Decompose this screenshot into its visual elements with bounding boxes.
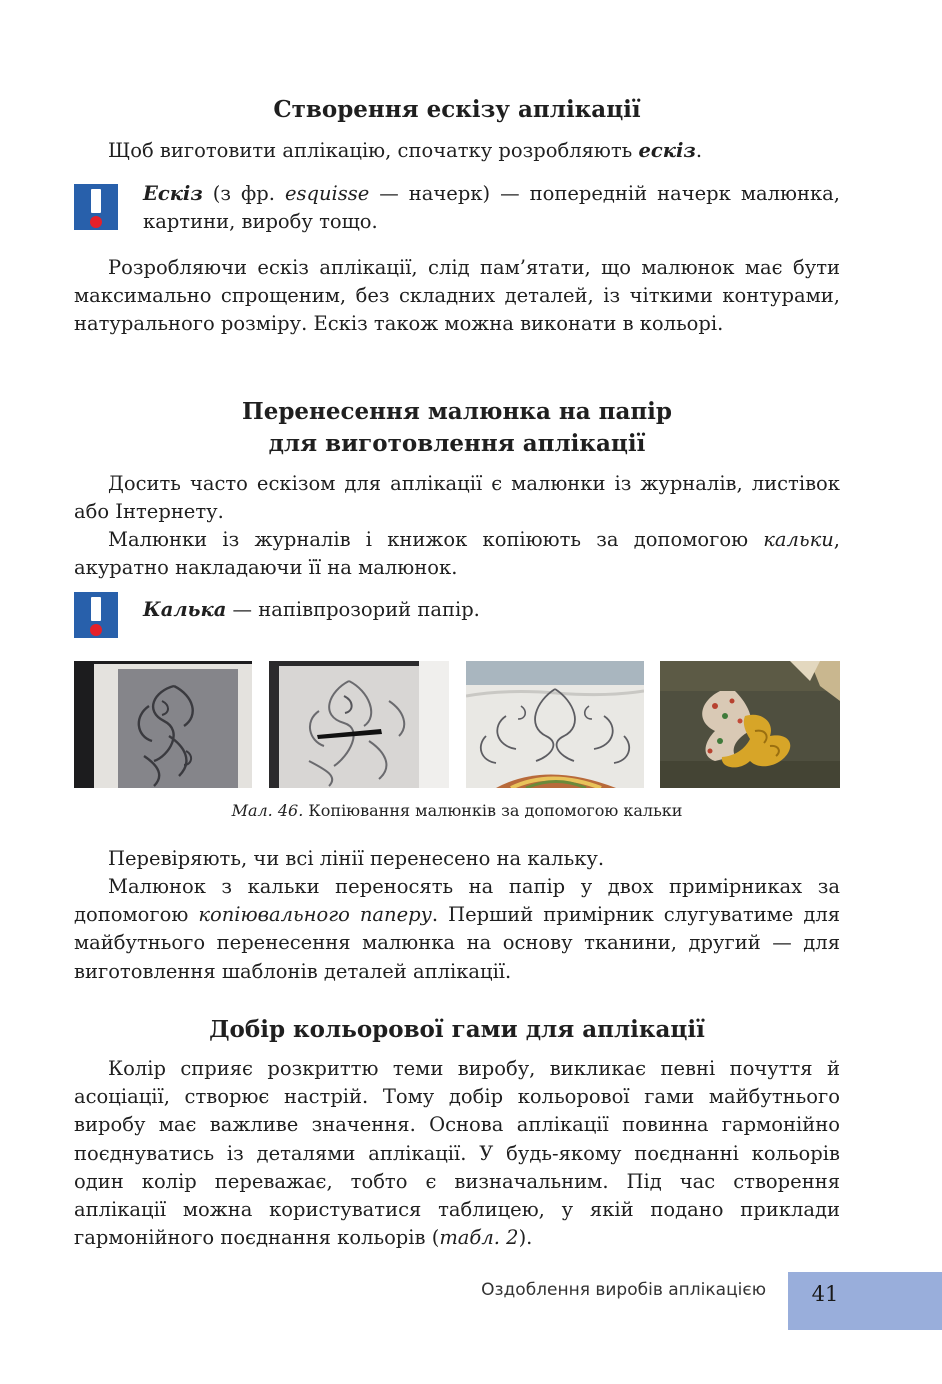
section-title-transfer-line1: Перенесення малюнка на папір [241, 398, 672, 425]
definition-note-sketch: Ескіз (з фр. esquisse — начерк) — попередній начерк малюнка, картини, виробу тощо. [74, 184, 840, 244]
section-title-color-scheme: Добір кольорової гами для аплікації [209, 1016, 705, 1043]
page-number: 41 [811, 1282, 839, 1306]
paragraph-transfer-copies: Малюнок з кальки переносять на папір у двох примірниках за допомогою копіювального паперу. Перший примірник слугуватиме для майбутнього перенесення малюнка на основу тканини, другий — для виготовлення шаблонів деталей аплікації. [74, 875, 841, 983]
photo-tracing-paper-over-pattern [74, 661, 252, 788]
paragraph-color-scheme: Колір сприяє розкриттю теми виробу, викликає певні почуття й асоціації, створює настрій. Тому добір кольорової гами майбутнього виробу має важливе значення. Основа аплікації повинна гармонійно поєднуватись із деталями аплікації. У будь-якому поєднанні кольорів один колір переважає, тобто є визначальним. Під час створення аплікації можна користуватися таблицею, у якій подано приклади гармонійного поєднання кольорів (табл. 2). [74, 1057, 840, 1250]
paragraph-transfer-sources: Досить часто ескізом для аплікації є малюнки із журналів, листівок або Інтернету. [74, 472, 840, 524]
footer-chapter-title: Оздоблення виробів аплікацією [481, 1280, 766, 1300]
figure-caption: Мал. 46. Копіювання малюнків за допомогою кальки [231, 801, 683, 820]
section-title-transfer-line2: для виготовлення аплікації [268, 430, 646, 457]
photo-traced-pattern-on-fabric [466, 661, 644, 788]
paragraph-sketch-rules: Розробляючи ескіз аплікації, слід пам’ятати, що малюнок має бути максимально спрощеним, без складних деталей, із чіткими контурами, натурального розміру. Ескіз також можна виконати в кольорі. [74, 256, 840, 336]
page-number-tab [788, 1272, 942, 1330]
paragraph-sketch-intro: Щоб виготовити аплікацію, спочатку розробляють ескіз. [108, 139, 703, 162]
paragraph-transfer-check: Перевіряють, чи всі лінії перенесено на кальку. [108, 847, 605, 870]
paragraph-transfer-tracing: Малюнки із журналів і книжок копіюють за допомогою кальки, акуратно накладаючи її на малюнок. [74, 528, 840, 580]
photo-finished-applique [660, 661, 840, 788]
definition-note-tracing-paper: Калька — напівпрозорий папір. [74, 592, 840, 652]
exclamation-icon [74, 592, 118, 638]
photo-tracing-with-pencil [269, 661, 449, 788]
section-title-sketch: Створення ескізу аплікації [273, 96, 641, 123]
exclamation-icon [74, 184, 118, 230]
